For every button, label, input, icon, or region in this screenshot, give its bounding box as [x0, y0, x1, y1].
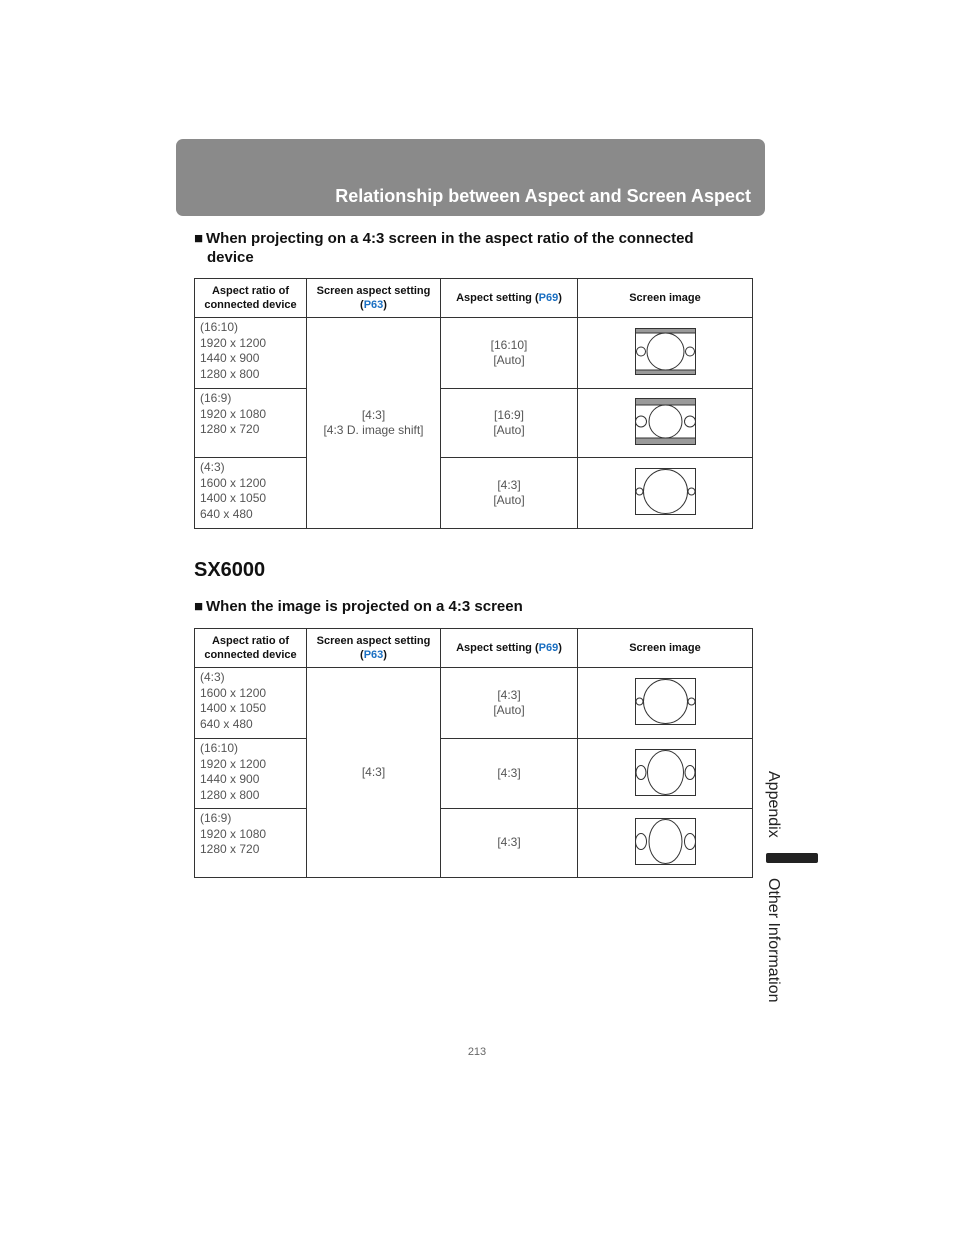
table-row [195, 809, 753, 878]
aspect-setting-cell: [4:3] [Auto] [441, 458, 578, 529]
col-header-screen-image: Screen image [578, 279, 753, 318]
screen-image-cell [578, 739, 753, 809]
page-title: Relationship between Aspect and Screen Aspect [335, 186, 751, 206]
aspect-setting-cell: [4:3] [441, 809, 578, 878]
screen-4-3-full-icon [635, 468, 696, 515]
col-header-device: Aspect ratio of connected device [195, 279, 307, 318]
sidebar-other-information[interactable]: Other Information [765, 878, 782, 1003]
device-cell: (16:9) 1920 x 1080 1280 x 720 [195, 809, 307, 878]
screen-16-9-letterbox-icon [635, 398, 696, 445]
page-link-p63[interactable]: P63 [363, 299, 384, 311]
device-cell: (16:10) 1920 x 1200 1440 x 900 1280 x 800 [195, 739, 307, 809]
col-header-screen-image: Screen image [578, 629, 753, 668]
device-cell: (16:9) 1920 x 1080 1280 x 720 [195, 389, 307, 458]
table-row [195, 668, 753, 739]
page-link-p69[interactable]: P69 [538, 642, 559, 654]
screen-image-cell [578, 318, 753, 389]
screen-16-10-stretched-icon [635, 749, 696, 796]
table-row [195, 458, 753, 529]
device-cell: (16:10) 1920 x 1200 1440 x 900 1280 x 800 [195, 318, 307, 389]
table-row [195, 739, 753, 809]
sidebar-appendix[interactable]: Appendix [765, 771, 782, 838]
aspect-setting-cell: [16:10] [Auto] [441, 318, 578, 389]
screen-aspect-cell: [4:3] [4:3 D. image shift] [307, 318, 441, 529]
bullet-square-icon: ■ [194, 598, 204, 615]
col-header-screen-aspect: Screen aspect setting (P63) [307, 629, 441, 668]
table-header-row [195, 279, 753, 318]
aspect-table-1 [194, 278, 753, 529]
screen-aspect-cell: [4:3] [307, 668, 441, 878]
model-title: SX6000 [194, 559, 266, 581]
sidebar-tab-marker [766, 853, 818, 863]
screen-4-3-full-icon [635, 678, 696, 725]
screen-image-cell [578, 458, 753, 529]
page-link-p63[interactable]: P63 [363, 649, 384, 661]
table-row [195, 389, 753, 458]
table-header-row [195, 629, 753, 668]
section-heading-2 [194, 597, 523, 616]
aspect-table-2 [194, 628, 753, 878]
col-header-device: Aspect ratio of connected device [195, 629, 307, 668]
screen-image-cell [578, 668, 753, 739]
section-heading-1-line2: device [207, 249, 254, 266]
bullet-square-icon: ■ [194, 230, 204, 247]
section-heading-1-line1: When projecting on a 4:3 screen in the aspect ratio of the connected [206, 230, 694, 247]
table-row [195, 318, 753, 389]
col-header-aspect-setting: Aspect setting (P69) [441, 629, 578, 668]
aspect-setting-cell: [4:3] [Auto] [441, 668, 578, 739]
col-header-screen-aspect: Screen aspect setting (P63) [307, 279, 441, 318]
col-header-aspect-setting: Aspect setting (P69) [441, 279, 578, 318]
screen-16-10-letterbox-icon [635, 328, 696, 375]
section-heading-1 [194, 229, 694, 267]
page-link-p69[interactable]: P69 [538, 292, 559, 304]
screen-image-cell [578, 389, 753, 458]
header-bar [176, 139, 765, 216]
aspect-setting-cell: [4:3] [441, 739, 578, 809]
device-cell: (4:3) 1600 x 1200 1400 x 1050 640 x 480 [195, 458, 307, 529]
aspect-setting-cell: [16:9] [Auto] [441, 389, 578, 458]
section-heading-2-text: When the image is projected on a 4:3 screen [206, 598, 523, 615]
page-number: 213 [467, 1046, 487, 1058]
device-cell: (4:3) 1600 x 1200 1400 x 1050 640 x 480 [195, 668, 307, 739]
screen-16-9-stretched-icon [635, 818, 696, 865]
screen-image-cell [578, 809, 753, 878]
